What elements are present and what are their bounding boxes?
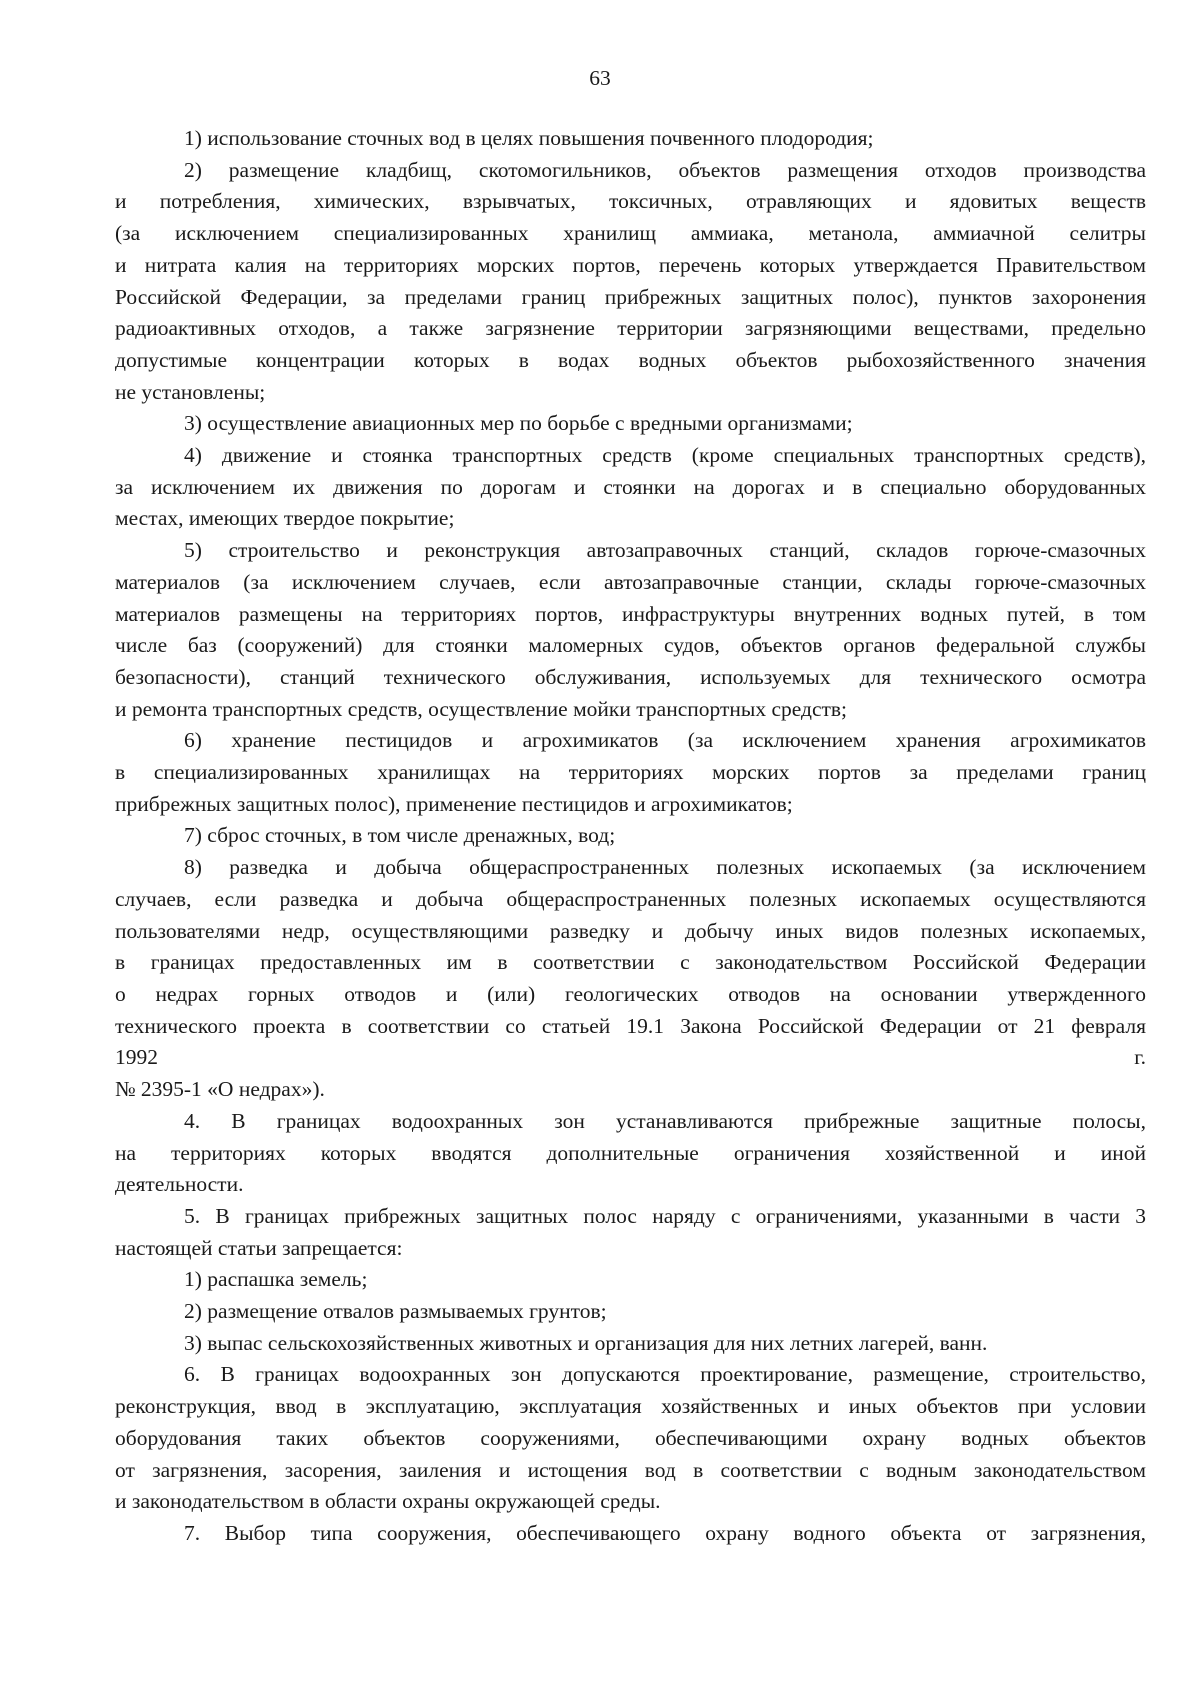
text-line: не установлены; xyxy=(115,379,266,404)
text-line: материалов размещены на территориях портов, инфраструктуры внутренних водных путей, в том xyxy=(115,601,1146,626)
text-line: местах, имеющих твердое покрытие; xyxy=(115,506,455,531)
text-line: (за исключением специализированных хранилищ аммиака, метанола, аммиачной селитры xyxy=(115,221,1146,246)
paragraph xyxy=(115,820,1146,852)
text-line: за исключением их движения по дорогам и стоянки на дорогах и в специально оборудованных xyxy=(115,474,1146,499)
text-line: 1992 г. xyxy=(115,1045,1146,1070)
text-line: 1) распашка земель; xyxy=(184,1267,368,1292)
text-line: № 2395-1 «О недрах»). xyxy=(115,1077,325,1102)
paragraph xyxy=(115,535,1146,725)
text-line: 6. В границах водоохранных зон допускаются проектирование, размещение, строительство, xyxy=(184,1362,1146,1387)
text-line: технического проекта в соответствии со статьей 19.1 Закона Российской Федерации от 21 февраля xyxy=(115,1013,1146,1038)
text-line: в границах предоставленных им в соответствии с законодательством Российской Федерации xyxy=(115,950,1146,975)
paragraph xyxy=(115,155,1146,409)
text-line: Российской Федерации, за пределами границ прибрежных защитных полос), пунктов захоронения xyxy=(115,284,1146,309)
text-line: 2) размещение кладбищ, скотомогильников, объектов размещения отходов производства xyxy=(184,157,1146,182)
text-line: случаев, если разведка и добыча общераспространенных полезных ископаемых осуществляются xyxy=(115,886,1146,911)
text-line: безопасности), станций технического обслуживания, используемых для технического осмотра xyxy=(115,664,1146,689)
text-line: и ремонта транспортных средств, осуществление мойки транспортных средств; xyxy=(115,696,848,721)
text-line: прибрежных защитных полос), применение пестицидов и агрохимикатов; xyxy=(115,791,793,816)
text-line: 8) разведка и добыча общераспространенных полезных ископаемых (за исключением xyxy=(184,855,1146,880)
text-line: 3) осуществление авиационных мер по борьбе с вредными организмами; xyxy=(184,411,853,436)
page-number: 63 xyxy=(589,66,611,90)
text-line: 1) использование сточных вод в целях повышения почвенного плодородия; xyxy=(184,126,874,150)
text-line: 7. Выбор типа сооружения, обеспечивающего охрану водного объекта от загрязнения, xyxy=(184,1520,1146,1545)
text-line: реконструкция, ввод в эксплуатацию, эксплуатация хозяйственных и иных объектов при условии xyxy=(115,1394,1146,1419)
paragraph xyxy=(115,1106,1146,1201)
text-line: пользователями недр, осуществляющими разведку и добычу иных видов полезных ископаемых, xyxy=(115,918,1146,943)
paragraph xyxy=(115,1359,1146,1518)
text-line: оборудования таких объектов сооружениями, обеспечивающими охрану водных объектов xyxy=(115,1425,1146,1450)
text-line: 6) хранение пестицидов и агрохимикатов (за исключением хранения агрохимикатов xyxy=(184,728,1146,753)
text-line: радиоактивных отходов, а также загрязнение территории загрязняющими веществами, предельно xyxy=(115,316,1146,341)
paragraph xyxy=(115,440,1146,535)
text-line: настоящей статьи запрещается: xyxy=(115,1235,403,1260)
text-line: о недрах горных отводов и (или) геологических отводов на основании утвержденного xyxy=(115,981,1146,1006)
text-line: 5) строительство и реконструкция автозаправочных станций, складов горюче-смазочных xyxy=(184,538,1146,563)
document-body xyxy=(115,123,1146,1550)
text-line: и потребления, химических, взрывчатых, токсичных, отравляющих и ядовитых веществ xyxy=(115,189,1146,214)
text-line: и нитрата калия на территориях морских портов, перечень которых утверждается Правительством xyxy=(115,252,1146,277)
text-line: от загрязнения, засорения, заиления и истощения вод в соответствии с водным законодательством xyxy=(115,1457,1146,1482)
paragraph xyxy=(115,852,1146,1106)
text-line: 7) сброс сточных, в том числе дренажных, вод; xyxy=(184,823,616,848)
paragraph xyxy=(115,1328,1146,1360)
text-line: 3) выпас сельскохозяйственных животных и организация для них летних лагерей, ванн. xyxy=(184,1330,988,1355)
paragraph xyxy=(115,1296,1146,1328)
text-line: и законодательством в области охраны окружающей среды. xyxy=(115,1489,661,1514)
text-line: деятельности. xyxy=(115,1172,244,1197)
paragraph xyxy=(115,1264,1146,1296)
paragraph xyxy=(115,725,1146,820)
text-line: материалов (за исключением случаев, если автозаправочные станции, склады горюче-смазочных xyxy=(115,569,1146,594)
paragraph xyxy=(115,1201,1146,1264)
text-line: 2) размещение отвалов размываемых грунтов; xyxy=(184,1299,607,1324)
paragraph xyxy=(115,123,1146,155)
text-line: 4. В границах водоохранных зон устанавливаются прибрежные защитные полосы, xyxy=(184,1108,1146,1133)
text-line: в специализированных хранилищах на территориях морских портов за пределами границ xyxy=(115,760,1146,785)
text-line: 5. В границах прибрежных защитных полос наряду с ограничениями, указанными в части 3 xyxy=(184,1203,1146,1228)
paragraph xyxy=(115,1518,1146,1550)
paragraph xyxy=(115,408,1146,440)
text-line: на территориях которых вводятся дополнительные ограничения хозяйственной и иной xyxy=(115,1140,1146,1165)
text-line: числе баз (сооружений) для стоянки маломерных судов, объектов органов федеральной службы xyxy=(115,633,1146,658)
text-line: допустимые концентрации которых в водах водных объектов рыбохозяйственного значения xyxy=(115,347,1146,372)
text-line: 4) движение и стоянка транспортных средств (кроме специальных транспортных средств), xyxy=(184,443,1146,468)
